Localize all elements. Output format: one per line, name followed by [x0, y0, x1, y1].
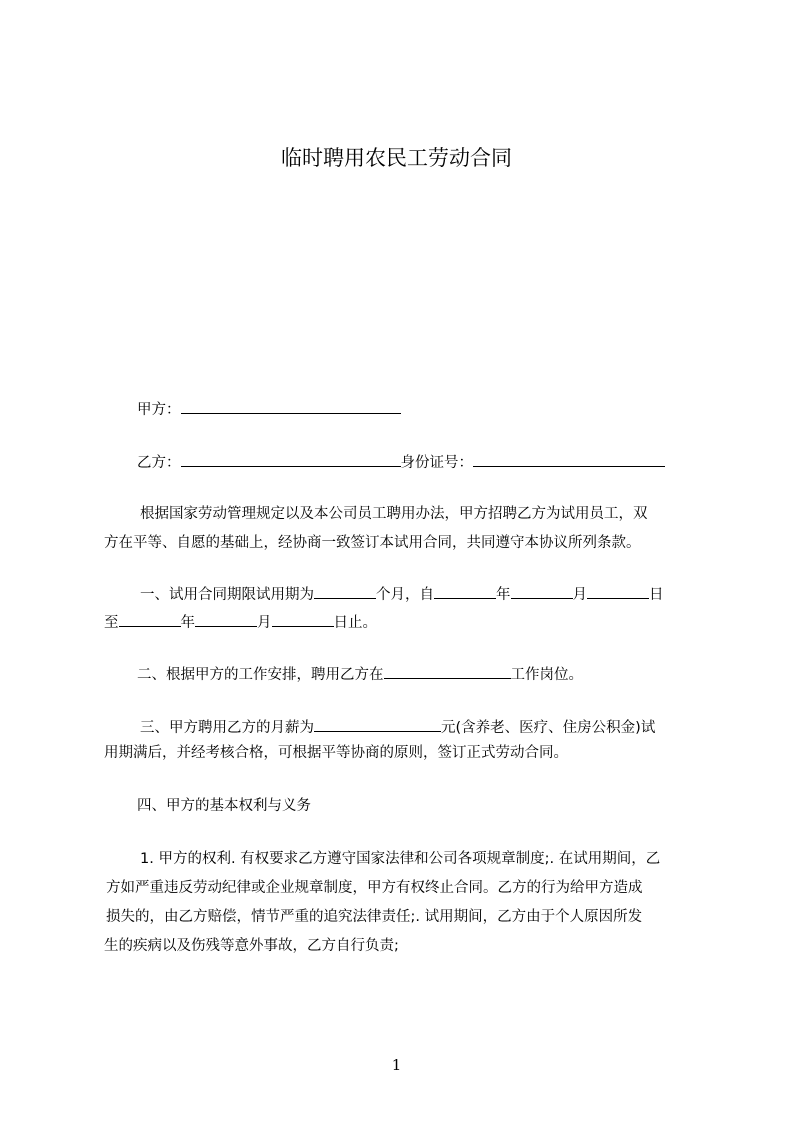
clause-1-text: 年 [180, 615, 195, 631]
party-a-line [137, 399, 401, 419]
clause-1-text: 个月，自 [376, 587, 434, 603]
clause-2-text: 二、根据甲方的工作安排，聘用乙方在 [137, 667, 384, 683]
clause-3-line: 用期满后，并经考核合格，可根据平等协商的原则，签订正式劳动合同。 [104, 745, 568, 761]
clause-1-text: 至 [104, 615, 119, 631]
end-month-blank[interactable] [195, 612, 257, 627]
clause-1-text: 月 [572, 587, 587, 603]
intro-line: 根据国家劳动管理规定以及本公司员工聘用办法，甲方招聘乙方为试用员工，双 [140, 506, 648, 522]
clause-1-text: 月 [257, 615, 272, 631]
end-year-blank[interactable] [119, 612, 181, 627]
item-1-line: 1. 甲方的权利. 有权要求乙方遵守国家法律和公司各项规章制度;. 在试用期间，乙 [140, 851, 661, 867]
intro-line: 方在平等、自愿的基础上，经协商一致签订本试用合同，共同遵守本协议所列条款。 [104, 535, 641, 551]
clause-1-line [104, 612, 377, 632]
document-title: 临时聘用农民工劳动合同 [281, 146, 512, 170]
party-a-blank[interactable] [181, 399, 401, 414]
end-day-blank[interactable] [272, 612, 334, 627]
clause-3-line [140, 717, 655, 737]
item-1-line: 方如严重违反劳动纪律或企业规章制度，甲方有权终止合同。乙方的行为给甲方造成 [106, 880, 643, 896]
party-b-blank[interactable] [181, 452, 401, 467]
party-b-label: 乙方： [137, 455, 181, 471]
start-year-blank[interactable] [434, 584, 496, 599]
months-blank[interactable] [314, 584, 376, 599]
clause-1-line [140, 584, 664, 604]
id-number-blank[interactable] [473, 452, 665, 467]
page-number: 1 [391, 1056, 402, 1074]
item-1-line: 生的疾病以及伤残等意外事故，乙方自行负责; [104, 938, 399, 954]
clause-3-text: 三、甲方聘用乙方的月薪为 [140, 720, 314, 736]
clause-2-line [137, 664, 583, 684]
start-month-blank[interactable] [511, 584, 573, 599]
id-number-label: 身份证号： [400, 455, 473, 471]
clause-1-text: 日止。 [333, 615, 377, 631]
item-1-line: 损失的，由乙方赔偿，情节严重的追究法律责任;. 试用期间，乙方由于个人原因所发 [106, 909, 643, 925]
clause-1-text: 一、试用合同期限试用期为 [140, 587, 314, 603]
clause-1-text: 年 [496, 587, 511, 603]
party-b-line [137, 452, 665, 472]
clause-1-text: 日 [649, 587, 664, 603]
party-a-label: 甲方： [137, 402, 181, 418]
position-blank[interactable] [384, 664, 511, 679]
clause-2-text: 工作岗位。 [510, 667, 583, 683]
start-day-blank[interactable] [587, 584, 649, 599]
clause-4-heading: 四、甲方的基本权利与义务 [137, 798, 311, 814]
clause-3-text: 元(含养老、医疗、住房公积金)试 [441, 720, 656, 736]
salary-blank[interactable] [314, 717, 441, 732]
